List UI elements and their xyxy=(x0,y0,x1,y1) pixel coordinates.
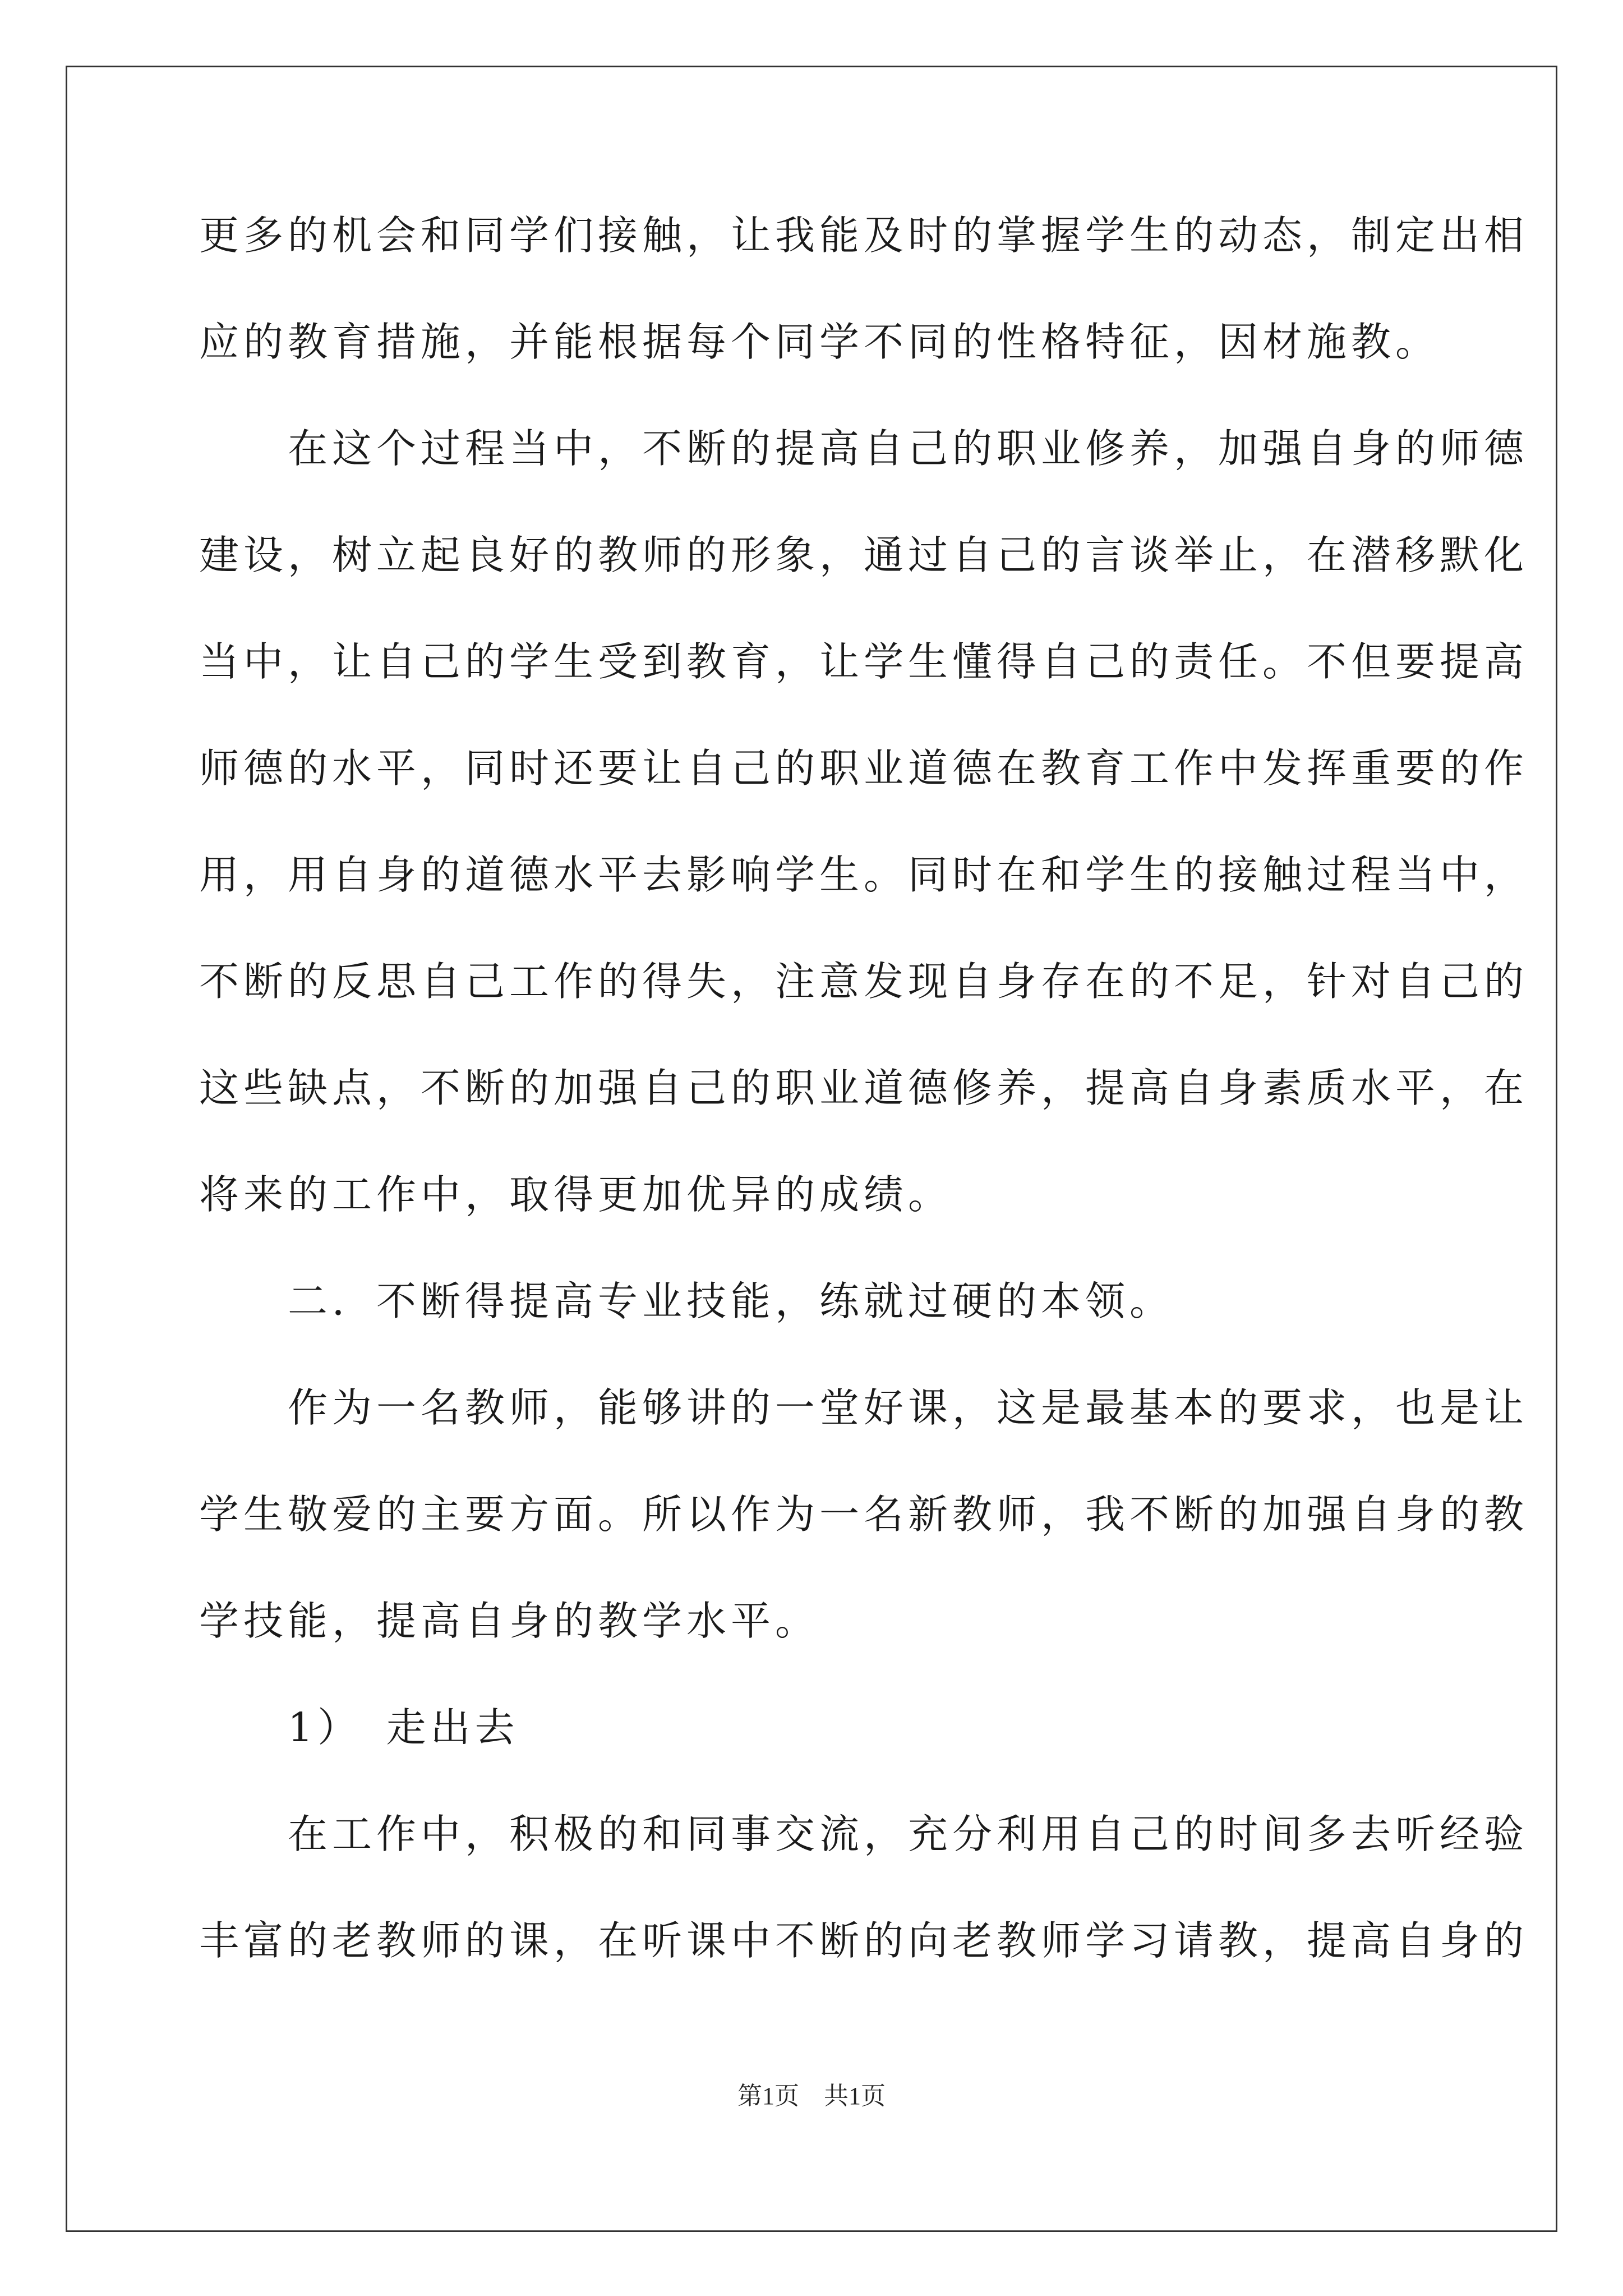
section-heading: 二．不断得提高专业技能，练就过硬的本领。 xyxy=(199,1278,1174,1324)
text-line: 作为一名教师，能够讲的一堂好课，这是最基本的要求，也是让 xyxy=(199,1384,1529,1431)
text-line: 学技能，提高自身的教学水平。 xyxy=(199,1598,820,1644)
text-line: 当中，让自己的学生受到教育，让学生懂得自己的责任。不但要提高 xyxy=(199,638,1529,685)
text-line: 用，用自身的道德水平去影响学生。同时在和学生的接触过程当中， xyxy=(199,852,1529,898)
text-line: 更多的机会和同学们接触，让我能及时的掌握学生的动态，制定出相 xyxy=(199,212,1529,259)
text-line: 应的教育措施，并能根据每个同学不同的性格特征，因材施教。 xyxy=(199,319,1440,365)
text-line: 丰富的老教师的课，在听课中不断的向老教师学习请教，提高自身的 xyxy=(199,1917,1529,1964)
page-footer: 第1页 共1页 xyxy=(737,2082,886,2110)
text-line: 在工作中，积极的和同事交流，充分利用自己的时间多去听经验 xyxy=(199,1811,1529,1857)
subsection-heading: 1） 走出去 xyxy=(199,1704,519,1751)
text-line: 学生敬爱的主要方面。所以作为一名新教师，我不断的加强自身的教 xyxy=(199,1491,1529,1538)
text-line: 在这个过程当中，不断的提高自己的职业修养，加强自身的师德 xyxy=(199,425,1529,472)
text-line: 将来的工作中，取得更加优异的成绩。 xyxy=(199,1171,953,1218)
page-border xyxy=(66,66,1557,2232)
text-line: 建设，树立起良好的教师的形象，通过自己的言谈举止，在潜移默化 xyxy=(199,532,1529,578)
text-line: 这些缺点，不断的加强自己的职业道德修养，提高自身素质水平，在 xyxy=(199,1065,1529,1111)
text-line: 师德的水平，同时还要让自己的职业道德在教育工作中发挥重要的作 xyxy=(199,745,1529,792)
text-line: 不断的反思自己工作的得失，注意发现自身存在的不足，针对自己的 xyxy=(199,958,1529,1005)
